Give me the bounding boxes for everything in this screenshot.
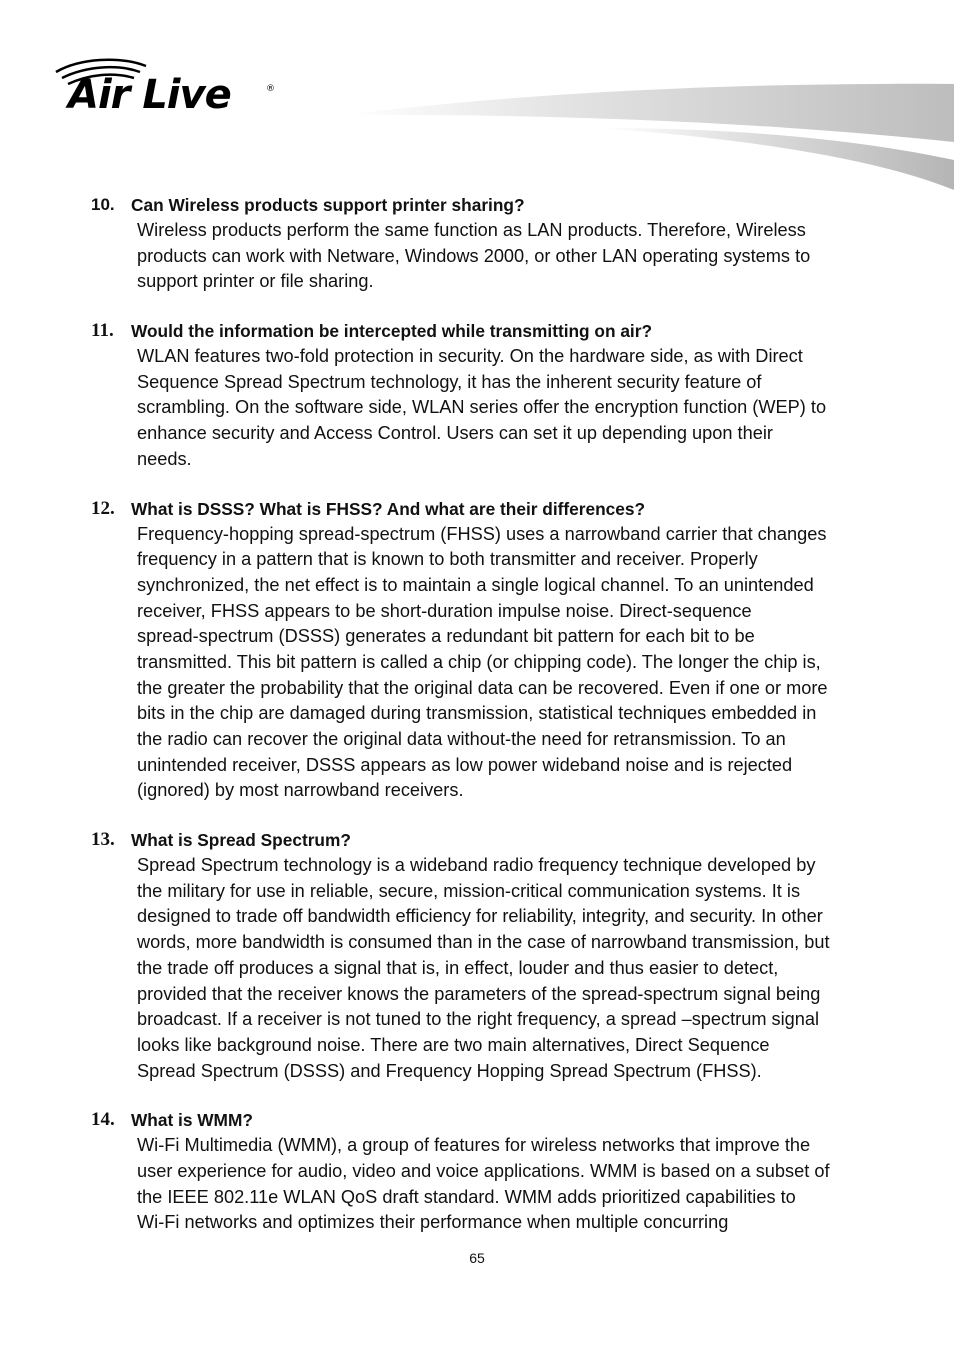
- faq-item-13: [0, 827, 954, 1084]
- answer-line: Sequence Spread Spectrum technology, it has the inherent security feature of: [137, 371, 762, 392]
- answer-line: WLAN features two-fold protection in security. On the hardware side, as with Direct: [137, 346, 803, 367]
- answer-line: the greater the probability that the original data can be recovered. Even if one or more: [137, 677, 828, 698]
- answer-line: broadcast. If a receiver is not tuned to the right frequency, a spread –spectrum signal: [137, 1009, 820, 1030]
- answer-line: synchronized, the net effect is to maintain a single logical channel. To an unintended: [137, 574, 814, 595]
- answer-line: spread-spectrum (DSSS) generates a redundant bit pattern for each bit to be: [137, 626, 755, 647]
- answer-line: designed to trade off bandwidth efficiency for reliability, integrity, and security. In other: [137, 906, 823, 927]
- answer-line: enhance security and Access Control. Users can set it up depending upon their: [137, 423, 773, 444]
- registered-mark: ®: [266, 84, 275, 94]
- question-number: 11.: [91, 320, 114, 342]
- answer-line: Spread Spectrum technology is a wideband radio frequency technique developed by: [137, 855, 816, 876]
- answer-line: Wi-Fi Multimedia (WMM), a group of features for wireless networks that improve the: [137, 1135, 811, 1156]
- page-number: 65: [469, 1250, 485, 1266]
- question-text: Would the information be intercepted while transmitting on air?: [131, 321, 653, 342]
- answer-line: receiver, FHSS appears to be short-duration impulse noise. Direct-sequence: [137, 600, 752, 621]
- faq-item-12: [0, 496, 954, 805]
- question-text: What is WMM?: [131, 1110, 253, 1131]
- answer-line: bits in the chip are damaged during transmission, statistical techniques embedded in: [137, 703, 817, 724]
- brand-logo: Air Live: [68, 72, 231, 118]
- answer-line: the IEEE 802.11e WLAN QoS draft standard. WMM adds prioritized capabilities to: [137, 1186, 796, 1207]
- question-number: 12.: [91, 497, 115, 519]
- faq-item-14: [0, 1107, 954, 1236]
- answer-line: transmitted. This bit pattern is called a chip (or chipping code). The longer the chip is,: [137, 651, 821, 672]
- question-row: [0, 496, 954, 522]
- answer-line: needs.: [137, 448, 192, 469]
- answer-line: words, more bandwidth is consumed than in the case of narrowband transmission, but: [137, 932, 830, 953]
- answer: [137, 218, 954, 295]
- answer-line: support printer or file sharing.: [137, 271, 374, 292]
- answer-line: the trade off produces a signal that is, in effect, louder and thus easier to detect,: [137, 957, 779, 978]
- answer-line: (ignored) by most narrowband receivers.: [137, 780, 464, 801]
- answer: [137, 522, 954, 805]
- answer: [137, 344, 954, 472]
- answer-line: Wireless products perform the same function as LAN products. Therefore, Wireless: [137, 220, 806, 240]
- answer-line: user experience for audio, video and voice applications. WMM is based on a subset of: [137, 1160, 830, 1181]
- answer: [137, 853, 954, 1084]
- answer-line: products can work with Netware, Windows 2000, or other LAN operating systems to: [137, 245, 811, 266]
- page-header: [0, 0, 954, 200]
- question-number: 10.: [91, 195, 115, 214]
- faq-item-10: [0, 192, 954, 295]
- question-row: [0, 192, 954, 218]
- answer-line: Frequency-hopping spread-spectrum (FHSS) uses a narrowband carrier that changes: [137, 523, 827, 544]
- question-row: [0, 1107, 954, 1133]
- question-text: Can Wireless products support printer sharing?: [131, 195, 525, 215]
- answer-line: frequency in a pattern that is known to both transmitter and receiver. Properly: [137, 549, 758, 570]
- question-text: What is DSSS? What is FHSS? And what are their differences?: [131, 498, 646, 519]
- answer-line: Wi-Fi networks and optimizes their performance when multiple concurring: [137, 1212, 729, 1233]
- faq-item-11: [0, 318, 954, 472]
- answer-line: scrambling. On the software side, WLAN series offer the encryption function (WEP) to: [137, 397, 827, 418]
- answer-line: the military for use in reliable, secure, mission-critical communication systems. It is: [137, 880, 801, 901]
- answer-line: Spread Spectrum (DSSS) and Frequency Hopping Spread Spectrum (FHSS).: [137, 1060, 762, 1081]
- question-row: [0, 318, 954, 344]
- answer-line: looks like background noise. There are two main alternatives, Direct Sequence: [137, 1034, 770, 1055]
- answer-line: unintended receiver, DSSS appears as low power wideband noise and is rejected: [137, 754, 793, 775]
- faq-content: [0, 192, 954, 1236]
- answer-line: the radio can recover the original data without-the need for retransmission. To an: [137, 729, 786, 749]
- question-number: 14.: [91, 1109, 115, 1131]
- answer: [137, 1133, 954, 1236]
- question-number: 13.: [91, 829, 115, 851]
- question-text: What is Spread Spectrum?: [131, 830, 351, 851]
- answer-line: provided that the receiver knows the parameters of the spread-spectrum signal being: [137, 983, 821, 1004]
- question-row: [0, 827, 954, 853]
